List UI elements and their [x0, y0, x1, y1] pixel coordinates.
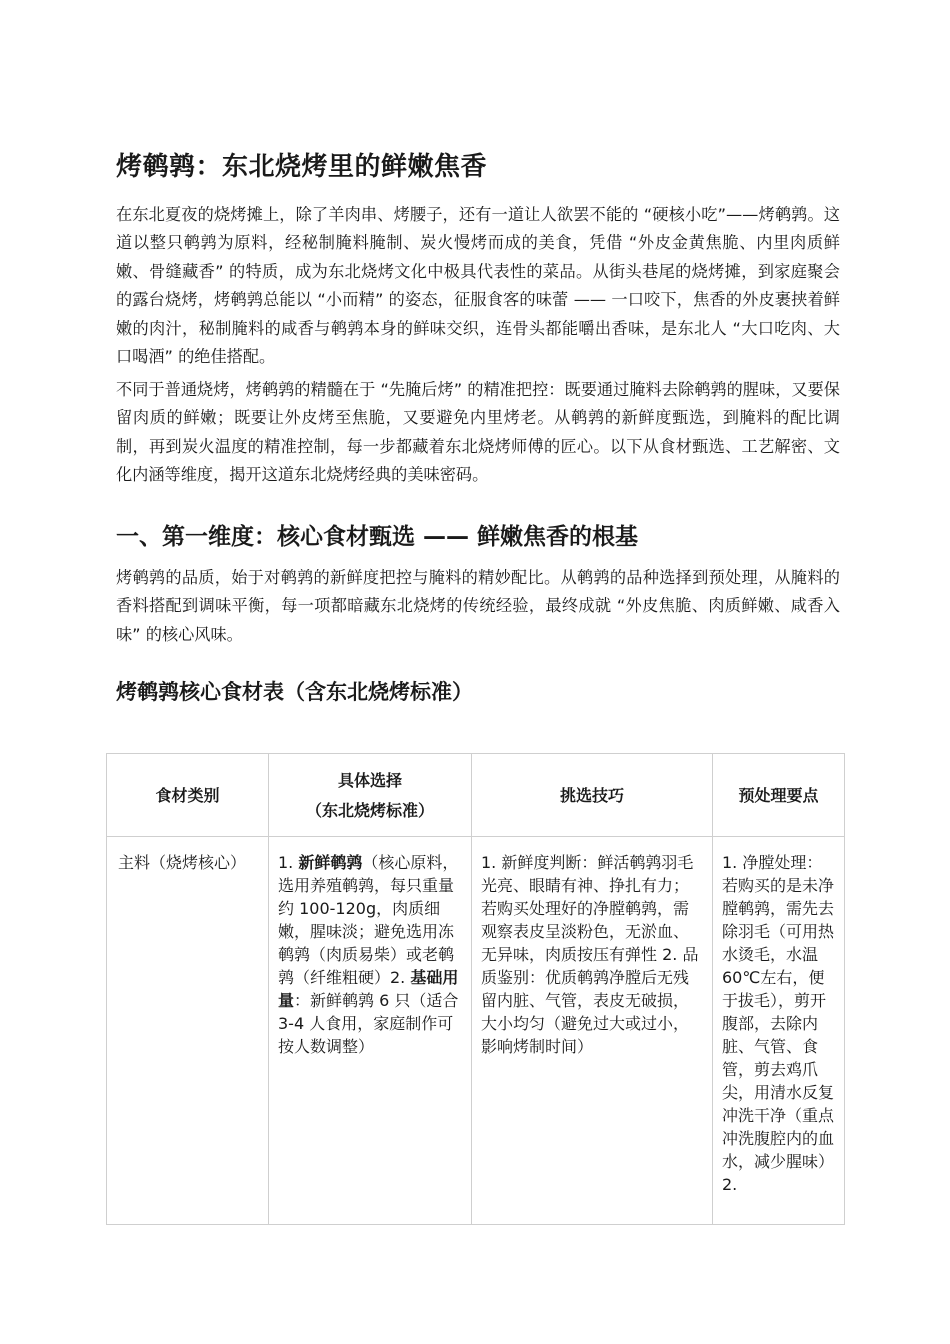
header-prep: 预处理要点	[713, 754, 845, 837]
table-title: 烤鹌鹑核心食材表（含东北烧烤标准）	[116, 680, 473, 704]
header-choice	[269, 754, 472, 837]
intro-paragraph-1: 在东北夏夜的烧烤摊上，除了羊肉串、烤腰子，还有一道让人欲罢不能的 “硬核小吃”——烤鹌鹑。这道以整只鹌鹑为原料，经秘制腌料腌制、炭火慢烤而成的美食，凭借 “外皮金黄焦脆、内里肉质鲜嫩、骨缝藏香” 的特质，成为东北烧烤文化中极具代表性的菜品。从街头巷尾的烧烤摊，到家庭聚会的露台烧烤，烤鹌鹑总能以 “小而精” 的姿态，征服食客的味蕾 —— 一口咬下，焦香的外皮裹挟着鲜嫩的肉汁，秘制腌料的咸香与鹌鹑本身的鲜味交织，连骨头都能嚼出香味，是东北人 “大口吃肉、大口喝酒” 的绝佳搭配。	[116, 205, 840, 367]
choice-bold-2: 基础用量	[278, 968, 459, 1010]
section-heading: 一、第一维度：核心食材甄选 —— 鲜嫩焦香的根基	[116, 524, 639, 550]
cell-prep: 1. 净膛处理：若购买的是未净膛鹌鹑，需先去除羽毛（可用热水烫毛，水温 60℃左右，便于拔毛），剪开腹部，去除内脏、气管、食管，剪去鸡爪尖，用清水反复冲洗干净（重点冲洗腹腔内的血水，减少腥味）2.	[713, 837, 845, 1225]
table-row	[107, 837, 845, 1225]
cell-tips: 1. 新鲜度判断：鲜活鹌鹑羽毛光亮、眼睛有神、挣扎有力；若购买处理好的净膛鹌鹑，需观察表皮呈淡粉色，无淤血、无异味，肉质按压有弹性 2. 品质鉴别：优质鹌鹑净膛后无残留内脏、气管，表皮无破损，大小均匀（避免过大或过小，影响烤制时间）	[472, 837, 713, 1225]
header-choice-line1: 具体选择	[337, 770, 402, 790]
choice-text-1: 1.	[278, 853, 299, 872]
header-choice-line2: （东北烧烤标准）	[305, 800, 434, 820]
header-category: 食材类别	[107, 754, 269, 837]
choice-text-3: ：新鲜鹌鹑 6 只（适合 3-4 人食用，家庭制作可按人数调整）	[278, 991, 459, 1056]
choice-text-2: （核心原料，选用养殖鹌鹑，每只重量约 100-120g，肉质细嫩，腥味淡；避免选用冻鹌鹑（肉质易柴）或老鹌鹑（纤维粗硬）2.	[278, 853, 459, 987]
section-paragraph: 烤鹌鹑的品质，始于对鹌鹑的新鲜度把控与腌料的精妙配比。从鹌鹑的品种选择到预处理，从腌料的香料搭配到调味平衡，每一项都暗藏东北烧烤的传统经验，最终成就 “外皮焦脆、肉质鲜嫩、咸香入味” 的核心风味。	[116, 568, 840, 644]
header-tips: 挑选技巧	[472, 754, 713, 837]
page-title: 烤鹌鹑：东北烧烤里的鲜嫩焦香	[116, 152, 488, 182]
table-header-row	[107, 754, 845, 837]
cell-choice	[269, 837, 472, 1225]
choice-bold-1: 新鲜鹌鹑	[298, 853, 363, 872]
cell-category: 主料（烧烤核心）	[107, 837, 269, 1225]
intro-paragraph-2: 不同于普通烧烤，烤鹌鹑的精髓在于 “先腌后烤” 的精准把控：既要通过腌料去除鹌鹑的腥味，又要保留肉质的鲜嫩；既要让外皮烤至焦脆，又要避免内里烤老。从鹌鹑的新鲜度甄选，到腌料的配比调制，再到炭火温度的精准控制，每一步都藏着东北烧烤师傅的匠心。以下从食材甄选、工艺解密、文化内涵等维度，揭开这道东北烧烤经典的美味密码。	[116, 380, 840, 485]
ingredients-table	[106, 753, 845, 1225]
